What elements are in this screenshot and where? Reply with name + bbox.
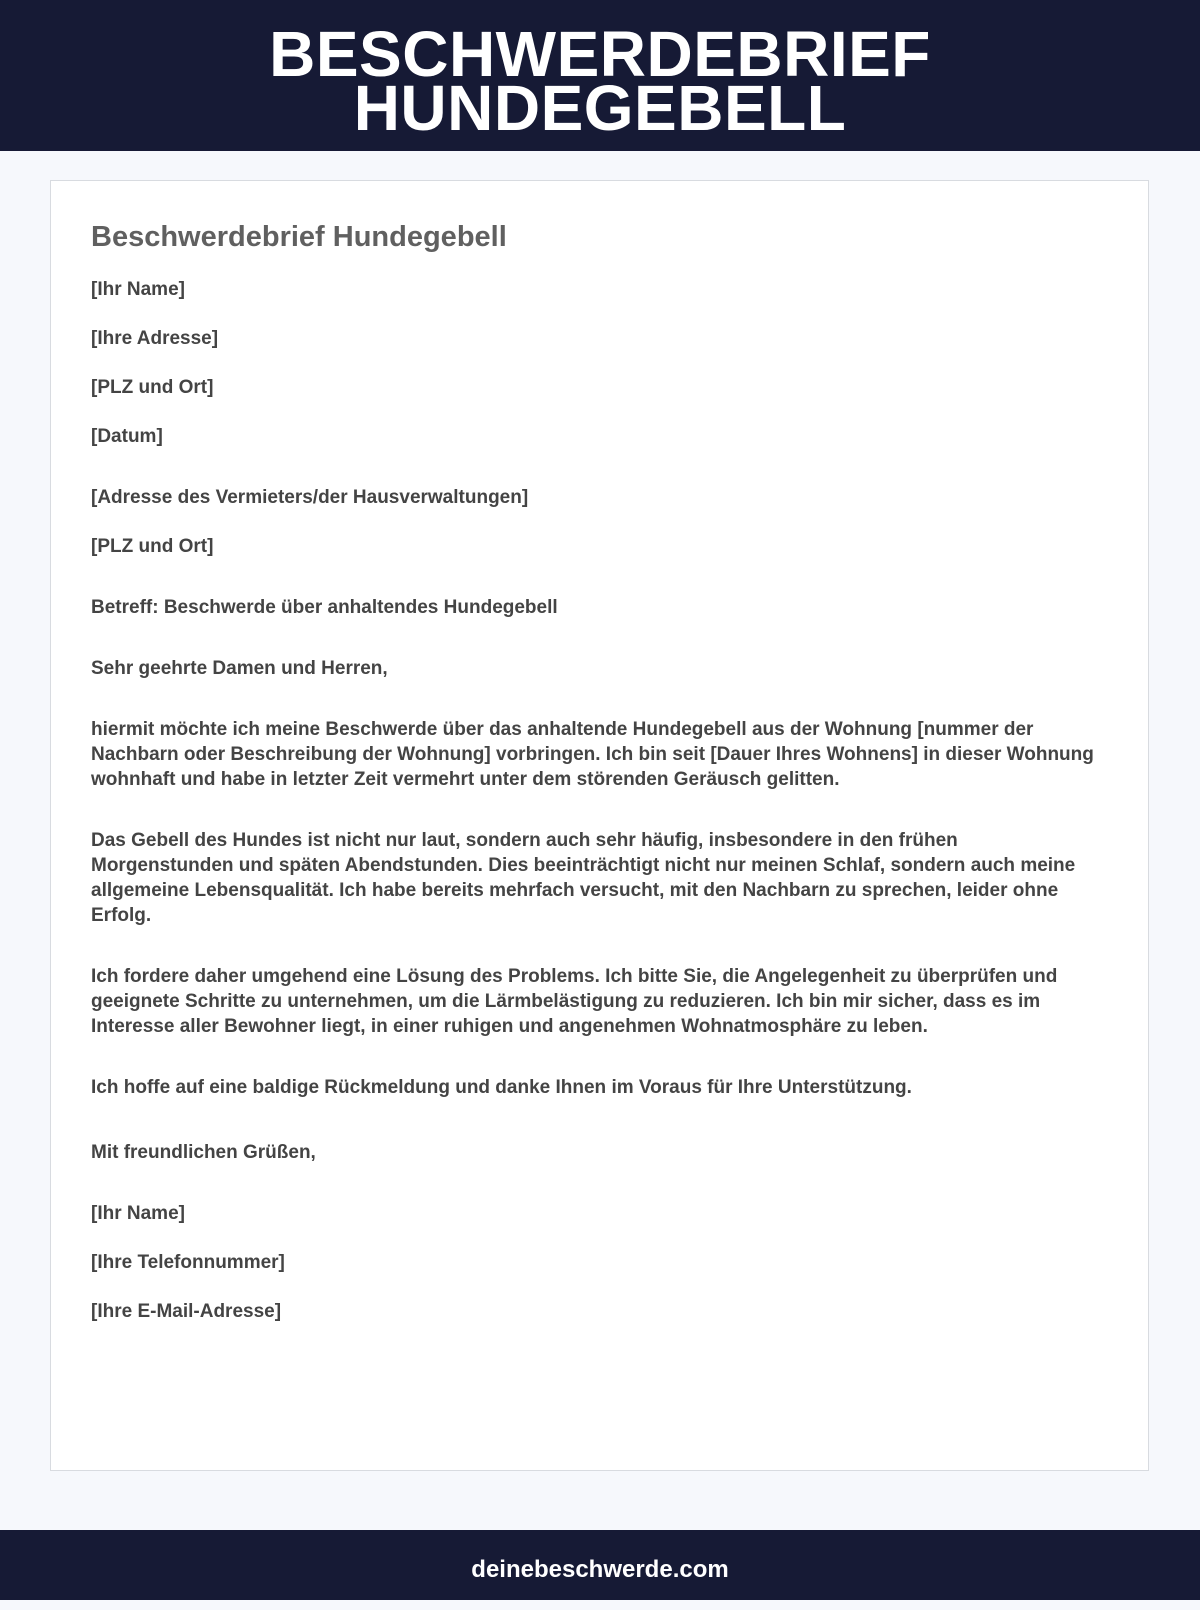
letter-date: [Datum] bbox=[91, 426, 163, 447]
body-paragraph-2: Das Gebell des Hundes ist nicht nur laut, sondern auch sehr häufig, insbesondere in den frühen Morgenstunden und späten Abendstunden. Dies beeinträchtigt nicht nur meinen Schlaf, sondern auch meine allgemeine Lebensqualität. Ich habe bereits mehrfach versucht, mit den Nachbarn zu sprechen, leider ohne Erfolg. bbox=[91, 830, 1076, 926]
closing: Mit freundlichen Grüßen, bbox=[91, 1142, 316, 1163]
banner-title-line-1: BESCHWERDEBRIEF bbox=[269, 18, 931, 90]
sender-city: [PLZ und Ort] bbox=[91, 377, 214, 398]
sender-address: [Ihre Adresse] bbox=[91, 328, 219, 349]
signature-email: [Ihre E-Mail-Adresse] bbox=[91, 1301, 282, 1322]
subject-line: Betreff: Beschwerde über anhaltendes Hundegebell bbox=[91, 597, 558, 618]
body-paragraph-3: Ich fordere daher umgehend eine Lösung des Problems. Ich bitte Sie, die Angelegenheit zu überprüfen und geeignete Schritte zu unternehmen, um die Lärmbelästigung zu reduzieren. Ich bin mir sicher, dass es im Interesse aller Bewohner liegt, in einer ruhigen und angenehmen Wohnatmosphäre zu leben. bbox=[91, 966, 1058, 1037]
footer-site-link[interactable]: deinebeschwerde.com bbox=[471, 1556, 729, 1583]
letter-card bbox=[50, 180, 1149, 1471]
banner-title-line-2: HUNDEGEBELL bbox=[353, 72, 847, 144]
recipient-city: [PLZ und Ort] bbox=[91, 536, 214, 557]
body-paragraph-1: hiermit möchte ich meine Beschwerde über das anhaltende Hundegebell aus der Wohnung [nummer der Nachbarn oder Beschreibung der Wohnung] vorbringen. Ich bin seit [Dauer Ihres Wohnens] in dieser Wohnung wohnhaft und habe in letzter Zeit vermehrt unter dem störenden Geräusch gelitten. bbox=[91, 719, 1094, 790]
sender-name: [Ihr Name] bbox=[91, 279, 185, 300]
recipient-address: [Adresse des Vermieters/der Hausverwaltungen] bbox=[91, 487, 529, 508]
letter-title: Beschwerdebrief Hundegebell bbox=[91, 221, 507, 253]
body-paragraph-4: Ich hoffe auf eine baldige Rückmeldung und danke Ihnen im Voraus für Ihre Unterstützung. bbox=[91, 1077, 912, 1098]
banner-title bbox=[0, 0, 1200, 144]
signature-name: [Ihr Name] bbox=[91, 1203, 185, 1224]
page-footer bbox=[0, 1530, 1200, 1600]
salutation: Sehr geehrte Damen und Herren, bbox=[91, 658, 388, 679]
signature-phone: [Ihre Telefonnummer] bbox=[91, 1252, 285, 1273]
page-header bbox=[0, 0, 1200, 151]
